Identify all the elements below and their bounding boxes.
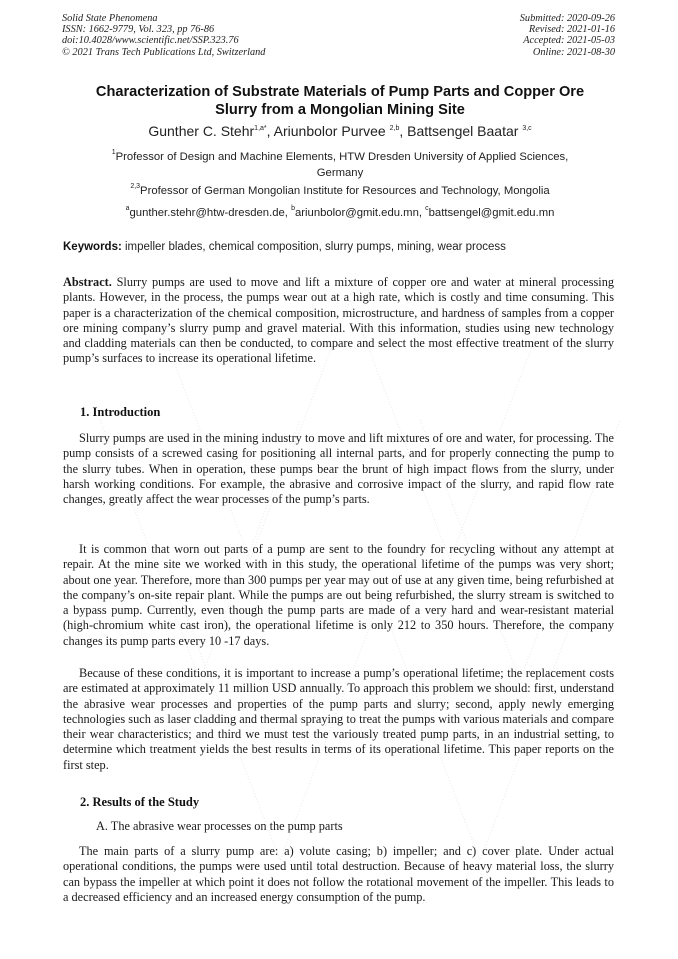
affiliation-2 <box>60 184 620 200</box>
paragraph: Because of these conditions, it is important to increase a pump’s operational lifetime; the replacement costs are estimated at approximately 11 million USD annually. To approach this problem we should: first, understand the abrasive wear processes and properties of the pump parts and slurry; second, apply newly emerging technologies such as laser cladding and thermal spraying to treat the pumps with various materials and compare their wear characteristics; and third we must test the variously treated pump parts, in an industrial setting, to determine which treatment yields the best results in terms of its operational lifetime. This paper reports on the first step. <box>63 666 614 772</box>
paragraph: The main parts of a slurry pump are: a) volute casing; b) impeller; and c) cover plate. Under actual operational conditions, the pumps were used until total destruction. Because of heavy material loss, the slurry can bypass the impeller at which point it does not follow the rotational movement of the impeller. This leads to a decreased efficiency and an increased energy consumption of the pump. <box>63 844 614 904</box>
affiliation-text: Professor of German Mongolian Institute for Resources and Technology, Mongolia <box>140 185 550 197</box>
publication-dates <box>520 13 615 58</box>
affiliation-sup: 2,3 <box>130 183 141 190</box>
email-link[interactable]: battsengel@gmit.edu.mn <box>428 207 555 219</box>
journal-doi[interactable]: doi:10.4028/www.scientific.net/SSP.323.76 <box>62 35 239 47</box>
journal-copyright: © 2021 Trans Tech Publications Ltd, Switzerland <box>62 46 266 58</box>
paragraph: Slurry pumps are used in the mining industry to move and lift mixtures of ore and water, for processing. The pump consists of a screwed casing for positioning all internal parts, and for properly connecting the pump to the slurry tubes. When in operation, these pumps bear the brunt of high impact flows from the slurry, under harsh working conditions. For example, the abrasive and corrosive impact of the slurry, and rapid flow rate changes, greatly affect the wear processes of the pump’s parts. <box>63 431 614 507</box>
paper-title <box>60 83 620 119</box>
abstract-label: Abstract. <box>63 275 112 289</box>
subsection-heading: A. The abrasive wear processes on the pump parts <box>96 819 343 833</box>
section-heading-introduction: 1. Introduction <box>80 405 161 419</box>
keywords <box>63 240 623 255</box>
author-sup: 1,a* <box>254 125 267 132</box>
date-online: Online: 2021-08-30 <box>532 46 615 58</box>
author-separator: , <box>399 123 408 139</box>
date-accepted: Accepted: 2021-05-03 <box>523 35 615 47</box>
affiliation-country: Germany <box>316 166 364 179</box>
email-sup: b <box>291 205 295 212</box>
date-submitted: Submitted: 2020-09-26 <box>519 13 615 24</box>
author-list <box>60 122 620 140</box>
email-sup: c <box>425 205 429 212</box>
email-link[interactable]: ariunbolor@gmit.edu.mn <box>294 207 419 219</box>
section-heading-results: 2. Results of the Study <box>80 795 200 809</box>
affiliation-1 <box>60 150 620 181</box>
keywords-text: impeller blades, chemical composition, slurry pumps, mining, wear process <box>125 241 506 253</box>
abstract-text: Slurry pumps are used to move and lift a mixture of copper ore and water at mineral processing plants. However, in the process, the pumps wear out at a high rate, which is costly and time consuming. This paper is a characterization of the chemical composition, microstructure, and hardness of samples from a copper ore mining company’s slurry pump and gravel material. With this information, studies using new technology and cladding materials can then be conducted, to compare and select the most effective treatment of the slurry pump’s surfaces to increase its operational lifetime. <box>63 275 614 366</box>
journal-info <box>62 13 265 58</box>
author-separator: , <box>266 123 274 139</box>
journal-name: Solid State Phenomena <box>62 13 158 24</box>
author-sup: 3,c <box>522 125 532 132</box>
paragraph: It is common that worn out parts of a pump are sent to the foundry for recycling without any attempt at repair. At the mine site we worked with in this study, the operational lifetime of the pumps was very short; about one year. Therefore, more than 300 pumps per year may out of use at any given time, being refurbished at the company’s on-site repair plant. While the pumps are out being refurbished, the slurry stream is switched to a bypass pump. Currently, even though the pump parts are made of a very hard and wear-resistant material (high-chromium white cast iron), the operational lifetime is only 212 to 350 hours. Therefore, the company changes its pump parts every 10 -17 days. <box>63 542 614 648</box>
title-line-2: Slurry from a Mongolian Mining Site <box>215 102 465 118</box>
email-link[interactable]: gunther.stehr@htw-dresden.de <box>129 207 285 219</box>
date-revised: Revised: 2021-01-16 <box>528 24 615 36</box>
journal-issn: ISSN: 1662-9779, Vol. 323, pp 76-86 <box>62 24 215 36</box>
author-name: Battsengel Baatar <box>407 123 519 139</box>
affiliation-sup: 1 <box>111 149 116 156</box>
author-name: Ariunbolor Purvee <box>273 123 386 139</box>
author-emails: $^a$gunther.stehr@htw-dresden.de, $^b$ariunbolor@gmit.edu.mn, $^c$battsengel@gmit.edu.mn <box>125 205 555 219</box>
author-sup: 2,b <box>389 125 400 132</box>
title-line-1: Characterization of Substrate Materials of Pump Parts and Copper Ore <box>95 84 585 100</box>
affiliation-text: Professor of Design and Machine Elements, HTW Dresden University of Applied Sciences, <box>115 151 569 163</box>
email-sup: a <box>125 205 130 212</box>
keywords-label: Keywords: <box>63 241 122 253</box>
author-name: Gunther C. Stehr <box>148 123 255 139</box>
abstract <box>63 275 614 367</box>
